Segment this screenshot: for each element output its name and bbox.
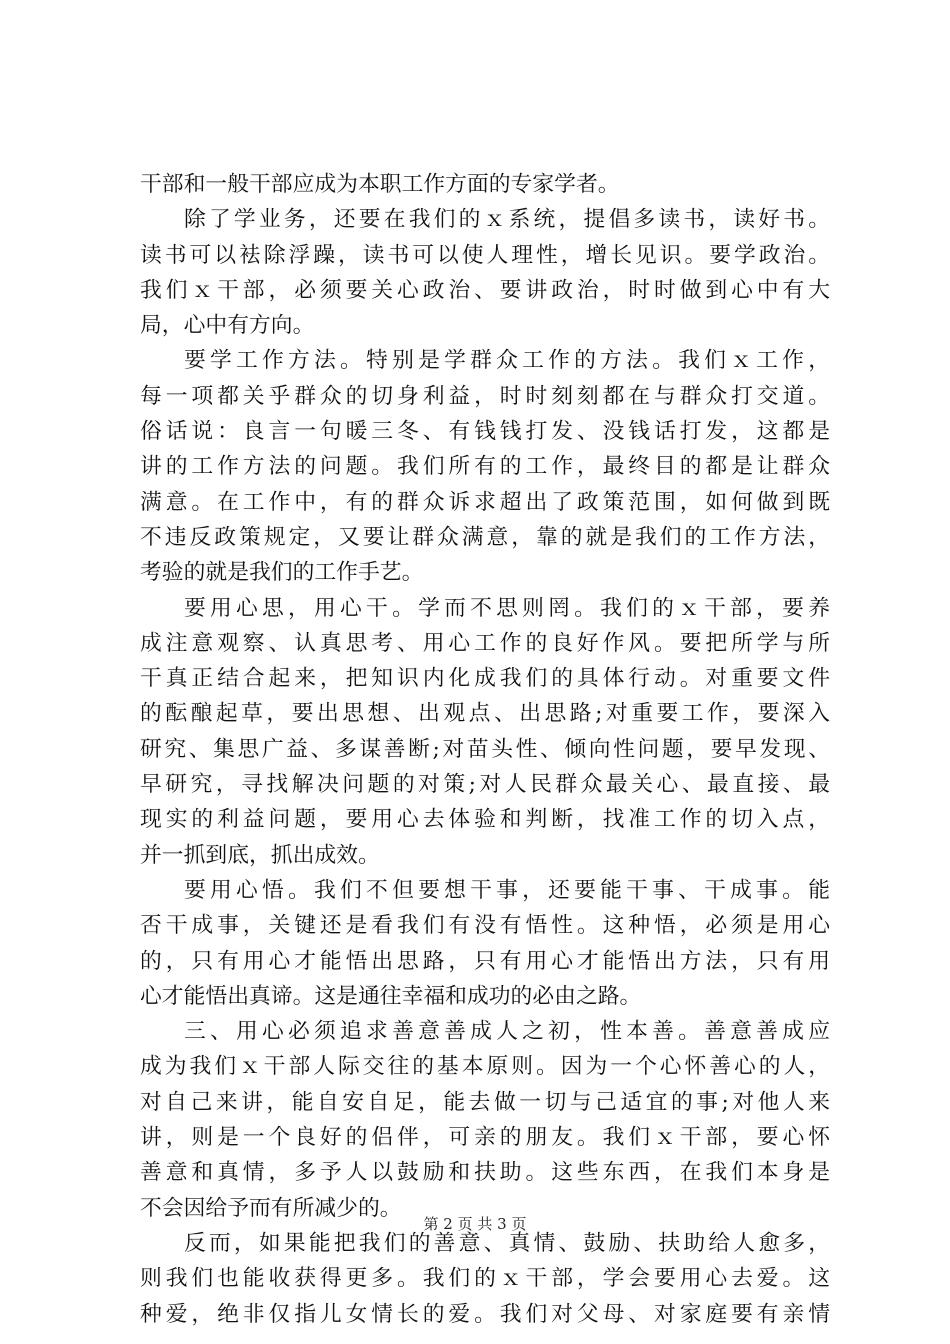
text-line: 讲，则是一个良好的侣伴，可亲的朋友。我们ｘ干部，要心怀: [140, 1125, 830, 1151]
text-line: 对自己来讲，能自安自足，能去做一切与己适宜的事;对他人来: [140, 1089, 830, 1115]
text-line: 研究、集思广益、多谋善断;对苗头性、倾向性问题，要早发现、: [140, 736, 830, 762]
text-line: 三、用心必须追求善意善成人之初，性本善。善意善成应: [184, 1019, 830, 1045]
text-line: 满意。在工作中，有的群众诉求超出了政策范围，如何做到既: [140, 489, 830, 515]
text-line: 每一项都关乎群众的切身利益，时时刻刻都在与群众打交道。: [140, 383, 830, 409]
text-line: 的，只有用心才能悟出思路，只有用心才能悟出方法，只有用: [140, 948, 830, 974]
text-line: 心才能悟出真谛。这是通往幸福和成功的必由之路。: [140, 983, 642, 1009]
text-line: 除了学业务，还要在我们的ｘ系统，提倡多读书，读好书。: [184, 207, 830, 233]
text-line: 成为我们ｘ干部人际交往的基本原则。因为一个心怀善心的人，: [140, 1054, 830, 1080]
text-line: 成注意观察、认真思考、用心工作的良好作风。要把所学与所: [140, 630, 830, 656]
text-line: 的酝酿起草，要出思想、出观点、出思路;对重要工作，要深入: [140, 701, 830, 727]
text-line: 局，心中有方向。: [140, 313, 315, 339]
text-line: 反而，如果能把我们的善意、真情、鼓励、扶助给人愈多，: [184, 1230, 830, 1256]
text-line: 不会因给予而有所减少的。: [140, 1195, 402, 1221]
text-line: 则我们也能收获得更多。我们的ｘ干部，学会要用心去爱。这: [140, 1266, 830, 1292]
text-line: 要用心思，用心干。学而不思则罔。我们的ｘ干部，要养: [184, 595, 830, 621]
text-line: 讲的工作方法的问题。我们所有的工作，最终目的都是让群众: [140, 454, 830, 480]
document-body: [140, 167, 830, 1332]
text-line: 干部和一般干部应成为本职工作方面的专家学者。: [140, 172, 620, 197]
text-line: 要学工作方法。特别是学群众工作的方法。我们ｘ工作，: [184, 348, 830, 374]
text-line: 种爱，绝非仅指儿女情长的爱。我们对父母、对家庭要有亲情: [140, 1301, 830, 1327]
text-line: 善意和真情，多予人以鼓励和扶助。这些东西，在我们本身是: [140, 1160, 830, 1186]
text-line: 考验的就是我们的工作手艺。: [140, 560, 424, 586]
text-line: 干真正结合起来，把知识内化成我们的具体行动。对重要文件: [140, 666, 830, 692]
page-number-footer: 第 2 页 共 3 页: [423, 1215, 527, 1233]
text-line: 我们ｘ干部，必须要关心政治、要讲政治，时时做到心中有大: [140, 277, 830, 303]
text-line: 早研究，寻找解决问题的对策;对人民群众最关心、最直接、最: [140, 772, 830, 798]
text-line: 否干成事，关键还是看我们有没有悟性。这种悟，必须是用心: [140, 913, 830, 939]
text-line: 不违反政策规定，又要让群众满意，靠的就是我们的工作方法，: [140, 524, 830, 550]
text-line: 并一抓到底，抓出成效。: [140, 842, 380, 868]
text-line: 现实的利益问题，要用心去体验和判断，找准工作的切入点，: [140, 807, 830, 833]
text-line: 读书可以袪除浮躁，读书可以使人理性，增长见识。要学政治。: [140, 242, 830, 268]
text-line: 俗话说：良言一句暖三冬、有钱钱打发、没钱话打发，这都是: [140, 419, 830, 445]
text-line: 要用心悟。我们不但要想干事，还要能干事、干成事。能: [184, 877, 830, 903]
